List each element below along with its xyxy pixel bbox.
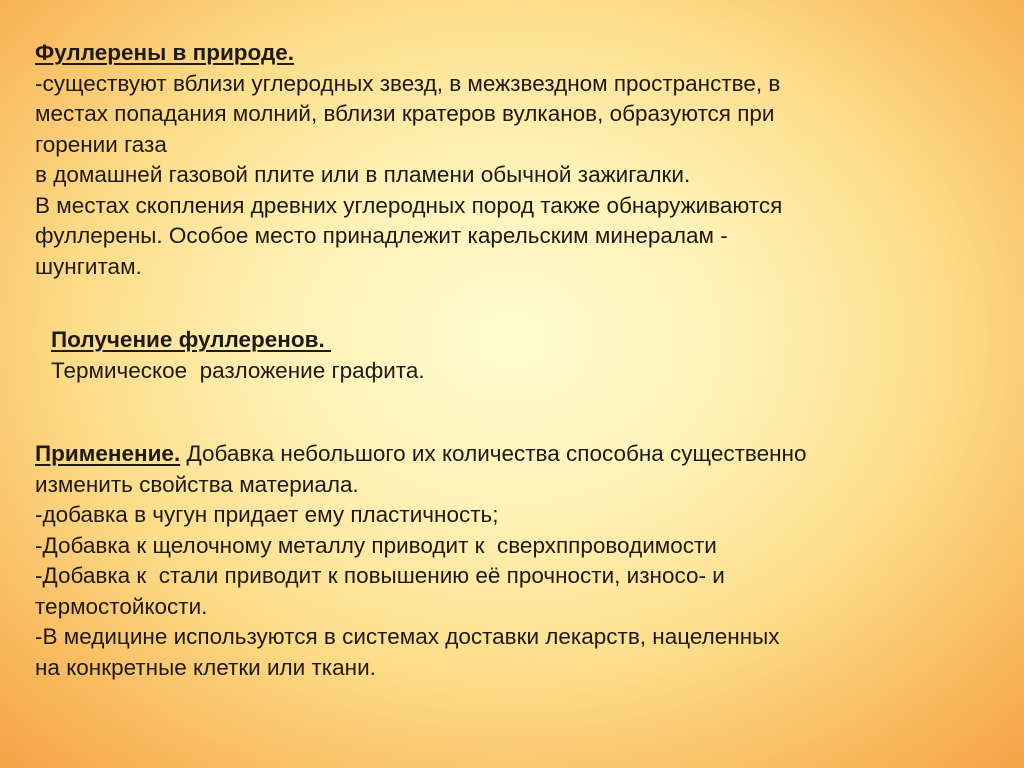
nature-line: фуллерены. Особое место принадлежит карельским минералам - xyxy=(35,223,728,248)
usage-first-line-text: Добавка небольшого их количества способна существенно xyxy=(180,441,807,466)
nature-line: шунгитам. xyxy=(35,253,142,279)
usage-line: -Добавка к стали приводит к повышению её прочности, износо- и xyxy=(35,563,725,588)
nature-line: -существуют вблизи углеродных звезд, в межзвездном пространстве, в xyxy=(35,70,781,96)
usage-first-line xyxy=(35,439,806,470)
usage-line: -добавка в чугун придает ему пластичность; xyxy=(35,502,499,527)
obtaining-heading: Получение фуллеренов. xyxy=(51,327,331,352)
usage-line: -Добавка к щелочному металлу приводит к сверхппроводимости xyxy=(35,532,717,558)
nature-line: горении газа xyxy=(35,131,167,157)
usage-line: изменить свойства материала. xyxy=(35,471,359,497)
section-application xyxy=(35,439,806,683)
usage-heading: Применение. xyxy=(35,441,181,466)
nature-line: В местах скопления древних углеродных пород также обнаруживаются xyxy=(35,192,783,218)
nature-line: местах попадания молний, вблизи кратеров вулканов, образуются при xyxy=(35,101,775,126)
nature-heading: Фуллерены в природе. xyxy=(35,40,295,65)
section-fullerenes-in-nature xyxy=(35,38,782,282)
section-obtaining-fullerenes xyxy=(51,325,425,386)
obtaining-text: Термическое разложение графита. xyxy=(51,357,425,383)
usage-line: термостойкости. xyxy=(35,593,208,619)
nature-line: в домашней газовой плите или в пламени обычной зажигалки. xyxy=(35,162,691,187)
usage-line: на конкретные клетки или ткани. xyxy=(35,654,376,680)
usage-line: -В медицине используются в системах доставки лекарств, нацеленных xyxy=(35,624,780,649)
